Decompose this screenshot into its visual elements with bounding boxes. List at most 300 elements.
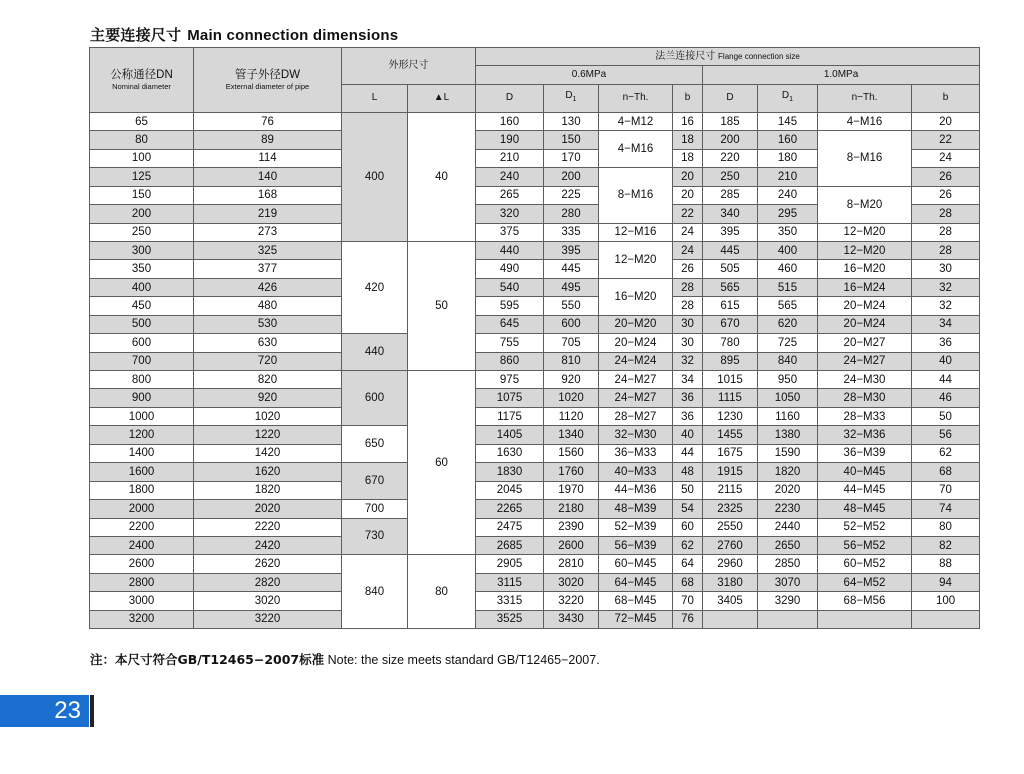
cell-nth-10: 24−M27 <box>818 352 912 370</box>
page-title <box>90 24 398 45</box>
cell-D1-06: 395 <box>544 241 599 259</box>
cell-nth-06: 48−M39 <box>599 500 673 518</box>
cell-D1-06: 2600 <box>544 536 599 554</box>
cell-nth-10: 28−M33 <box>818 407 912 425</box>
cell-dw: 720 <box>194 352 342 370</box>
cell-D-06: 440 <box>476 241 544 259</box>
cell-D1-10: 295 <box>758 205 818 223</box>
header-dn <box>90 48 194 113</box>
cell-D-06: 975 <box>476 371 544 389</box>
cell-D1-06: 170 <box>544 149 599 167</box>
header-dw-zh: 管子外径DW <box>234 69 301 82</box>
cell-dw: 530 <box>194 315 342 333</box>
cell-D-06: 1075 <box>476 389 544 407</box>
cell-nth-06: 36−M33 <box>599 444 673 462</box>
cell-D1-10: 840 <box>758 352 818 370</box>
cell-D1-10: 2020 <box>758 481 818 499</box>
cell-b-10: 50 <box>912 407 980 425</box>
header-D1-06-main: D <box>565 90 573 102</box>
table-row <box>90 444 980 462</box>
cell-D1-06: 335 <box>544 223 599 241</box>
cell-b-06: 16 <box>673 112 703 130</box>
cell-D-06: 595 <box>476 297 544 315</box>
cell-nth-10: 64−M52 <box>818 573 912 591</box>
cell-dn: 2200 <box>90 518 194 536</box>
table-row <box>90 278 980 296</box>
cell-nth-10: 16−M24 <box>818 278 912 296</box>
cell-D1-06: 1970 <box>544 481 599 499</box>
cell-D1-06: 1760 <box>544 463 599 481</box>
cell-nth-10: 68−M56 <box>818 592 912 610</box>
cell-D-06: 3315 <box>476 592 544 610</box>
header-D1-06 <box>544 84 599 112</box>
cell-dn: 80 <box>90 131 194 149</box>
cell-nth-06: 28−M27 <box>599 407 673 425</box>
cell-D-10: 285 <box>703 186 758 204</box>
cell-D-06: 860 <box>476 352 544 370</box>
cell-b-10: 100 <box>912 592 980 610</box>
cell-nth-10: 44−M45 <box>818 481 912 499</box>
cell-D1-06: 225 <box>544 186 599 204</box>
cell-D1-06: 3020 <box>544 573 599 591</box>
footnote-zh: 注：本尺寸符合GB/T12465−2007标准 <box>90 652 325 667</box>
cell-b-06: 64 <box>673 555 703 573</box>
cell-D1-06: 150 <box>544 131 599 149</box>
cell-delta-L: 40 <box>408 112 476 241</box>
cell-D1-10: 350 <box>758 223 818 241</box>
cell-D-10: 1915 <box>703 463 758 481</box>
cell-dn: 400 <box>90 278 194 296</box>
cell-nth-10: 20−M27 <box>818 334 912 352</box>
cell-D-06: 1830 <box>476 463 544 481</box>
cell-D-06: 320 <box>476 205 544 223</box>
table-row <box>90 223 980 241</box>
cell-L: 730 <box>342 518 408 555</box>
header-delta-L: ▲L <box>408 84 476 112</box>
cell-dw: 140 <box>194 168 342 186</box>
cell-D-06: 2045 <box>476 481 544 499</box>
cell-D1-10: 1820 <box>758 463 818 481</box>
header-flange <box>476 48 980 66</box>
cell-dw: 2220 <box>194 518 342 536</box>
header-L: L <box>342 84 408 112</box>
cell-b-10: 30 <box>912 260 980 278</box>
table-row <box>90 315 980 333</box>
cell-b-06: 18 <box>673 149 703 167</box>
header-D1-10-sub: 1 <box>789 96 794 104</box>
cell-D1-10: 2650 <box>758 536 818 554</box>
cell-b-06: 36 <box>673 407 703 425</box>
cell-nth-10: 28−M30 <box>818 389 912 407</box>
cell-D-10: 340 <box>703 205 758 223</box>
cell-b-10: 20 <box>912 112 980 130</box>
footnote <box>90 650 600 668</box>
cell-dw: 480 <box>194 297 342 315</box>
header-D-06: D <box>476 84 544 112</box>
dimensions-table <box>89 47 980 629</box>
cell-L: 400 <box>342 112 408 241</box>
cell-nth-06: 12−M16 <box>599 223 673 241</box>
header-D1-10-main: D <box>781 90 790 102</box>
cell-dw: 3020 <box>194 592 342 610</box>
cell-D1-06: 3220 <box>544 592 599 610</box>
table-row <box>90 241 980 259</box>
cell-D-10: 1455 <box>703 426 758 444</box>
cell-D1-06: 130 <box>544 112 599 130</box>
table-row <box>90 463 980 481</box>
cell-D-10: 2960 <box>703 555 758 573</box>
cell-D-06: 240 <box>476 168 544 186</box>
cell-D1-06: 495 <box>544 278 599 296</box>
cell-b-06: 36 <box>673 389 703 407</box>
cell-nth-06: 32−M30 <box>599 426 673 444</box>
cell-D1-10: 210 <box>758 168 818 186</box>
cell-dn: 2600 <box>90 555 194 573</box>
cell-D-10: 250 <box>703 168 758 186</box>
cell-b-06: 62 <box>673 536 703 554</box>
table-body <box>90 112 980 628</box>
cell-L: 600 <box>342 371 408 426</box>
cell-b-06: 28 <box>673 278 703 296</box>
cell-nth-10: 8−M16 <box>818 131 912 186</box>
cell-b-10: 32 <box>912 278 980 296</box>
cell-dn: 1400 <box>90 444 194 462</box>
cell-dw: 168 <box>194 186 342 204</box>
footnote-en: Note: the size meets standard GB/T12465−2007. <box>327 653 600 667</box>
cell-b-10: 80 <box>912 518 980 536</box>
cell-b-10: 34 <box>912 315 980 333</box>
cell-dw: 1820 <box>194 481 342 499</box>
cell-dw: 1620 <box>194 463 342 481</box>
cell-b-10: 40 <box>912 352 980 370</box>
cell-D1-06: 2810 <box>544 555 599 573</box>
cell-L: 440 <box>342 334 408 371</box>
cell-D1-06: 1020 <box>544 389 599 407</box>
cell-D-06: 2475 <box>476 518 544 536</box>
header-dn-en: Nominal diameter <box>112 82 171 92</box>
cell-b-10: 82 <box>912 536 980 554</box>
table-row <box>90 389 980 407</box>
cell-D-10: 2550 <box>703 518 758 536</box>
cell-nth-10: 52−M52 <box>818 518 912 536</box>
cell-dn: 2400 <box>90 536 194 554</box>
table-row <box>90 518 980 536</box>
cell-L: 700 <box>342 500 408 518</box>
cell-b-06: 54 <box>673 500 703 518</box>
cell-L: 670 <box>342 463 408 500</box>
cell-b-10 <box>912 610 980 628</box>
page-number-mark <box>90 695 94 727</box>
table-row <box>90 407 980 425</box>
header-b-06: b <box>673 84 703 112</box>
header-b-10: b <box>912 84 980 112</box>
cell-b-06: 24 <box>673 223 703 241</box>
cell-D1-06: 2390 <box>544 518 599 536</box>
cell-nth-10: 20−M24 <box>818 315 912 333</box>
cell-dw: 3220 <box>194 610 342 628</box>
cell-b-10: 22 <box>912 131 980 149</box>
cell-b-06: 26 <box>673 260 703 278</box>
cell-nth-10: 56−M52 <box>818 536 912 554</box>
cell-D1-06: 200 <box>544 168 599 186</box>
cell-nth-10: 12−M20 <box>818 241 912 259</box>
cell-nth-06: 24−M24 <box>599 352 673 370</box>
cell-dn: 250 <box>90 223 194 241</box>
header-D1-06-sub: 1 <box>572 96 577 104</box>
cell-b-10: 26 <box>912 168 980 186</box>
cell-D1-10: 160 <box>758 131 818 149</box>
cell-nth-06: 40−M33 <box>599 463 673 481</box>
cell-D1-06: 550 <box>544 297 599 315</box>
cell-D1-10: 950 <box>758 371 818 389</box>
cell-L: 420 <box>342 241 408 333</box>
cell-b-10: 28 <box>912 205 980 223</box>
table-row <box>90 186 980 204</box>
cell-dw: 630 <box>194 334 342 352</box>
cell-nth-06: 72−M45 <box>599 610 673 628</box>
cell-D1-10: 400 <box>758 241 818 259</box>
cell-D-06: 540 <box>476 278 544 296</box>
cell-D-10: 445 <box>703 241 758 259</box>
cell-b-06: 48 <box>673 463 703 481</box>
cell-b-10: 36 <box>912 334 980 352</box>
table-row <box>90 334 980 352</box>
cell-D-10: 895 <box>703 352 758 370</box>
cell-D1-10: 1160 <box>758 407 818 425</box>
cell-b-06: 50 <box>673 481 703 499</box>
cell-D1-10: 2230 <box>758 500 818 518</box>
cell-D-10: 220 <box>703 149 758 167</box>
cell-dn: 3000 <box>90 592 194 610</box>
cell-D1-06: 1560 <box>544 444 599 462</box>
cell-dw: 1220 <box>194 426 342 444</box>
cell-D-10: 565 <box>703 278 758 296</box>
cell-b-10: 26 <box>912 186 980 204</box>
cell-dw: 2420 <box>194 536 342 554</box>
table-row <box>90 592 980 610</box>
cell-dn: 3200 <box>90 610 194 628</box>
cell-dn: 2000 <box>90 500 194 518</box>
page-number-bar <box>0 695 89 727</box>
cell-dn: 100 <box>90 149 194 167</box>
cell-D-10: 1230 <box>703 407 758 425</box>
cell-D1-10: 565 <box>758 297 818 315</box>
cell-D-06: 755 <box>476 334 544 352</box>
cell-nth-06: 68−M45 <box>599 592 673 610</box>
cell-nth-06: 44−M36 <box>599 481 673 499</box>
header-dw <box>194 48 342 113</box>
cell-D1-06: 810 <box>544 352 599 370</box>
table-row <box>90 260 980 278</box>
cell-b-10: 44 <box>912 371 980 389</box>
cell-b-06: 40 <box>673 426 703 444</box>
table-row <box>90 536 980 554</box>
cell-D-10: 505 <box>703 260 758 278</box>
cell-D1-06: 920 <box>544 371 599 389</box>
cell-dw: 820 <box>194 371 342 389</box>
cell-D1-10: 725 <box>758 334 818 352</box>
cell-dw: 325 <box>194 241 342 259</box>
title-zh: 主要连接尺寸 <box>90 26 182 44</box>
cell-nth-06: 20−M20 <box>599 315 673 333</box>
cell-D1-10: 2440 <box>758 518 818 536</box>
cell-dn: 2800 <box>90 573 194 591</box>
cell-D1-10: 180 <box>758 149 818 167</box>
cell-dn: 200 <box>90 205 194 223</box>
cell-D-06: 645 <box>476 315 544 333</box>
cell-dn: 300 <box>90 241 194 259</box>
cell-nth-10: 16−M20 <box>818 260 912 278</box>
cell-nth-06: 60−M45 <box>599 555 673 573</box>
cell-b-06: 28 <box>673 297 703 315</box>
cell-D1-10: 1050 <box>758 389 818 407</box>
cell-D-06: 3115 <box>476 573 544 591</box>
cell-b-06: 34 <box>673 371 703 389</box>
cell-dn: 700 <box>90 352 194 370</box>
cell-D-06: 375 <box>476 223 544 241</box>
header-nth-10: n−Th. <box>818 84 912 112</box>
cell-nth-06: 20−M24 <box>599 334 673 352</box>
header-outer: 外形尺寸 <box>342 48 476 85</box>
cell-dn: 65 <box>90 112 194 130</box>
cell-dw: 1420 <box>194 444 342 462</box>
cell-b-06: 70 <box>673 592 703 610</box>
cell-b-06: 30 <box>673 315 703 333</box>
table-row <box>90 481 980 499</box>
table-row <box>90 573 980 591</box>
cell-nth-10: 24−M30 <box>818 371 912 389</box>
cell-b-10: 24 <box>912 149 980 167</box>
cell-D1-06: 1340 <box>544 426 599 444</box>
title-en: Main connection dimensions <box>187 27 399 44</box>
cell-D-06: 265 <box>476 186 544 204</box>
cell-dw: 114 <box>194 149 342 167</box>
cell-nth-06: 4−M16 <box>599 131 673 168</box>
cell-b-10: 88 <box>912 555 980 573</box>
cell-dw: 377 <box>194 260 342 278</box>
table-row <box>90 371 980 389</box>
cell-dn: 150 <box>90 186 194 204</box>
cell-L: 650 <box>342 426 408 463</box>
cell-b-10: 70 <box>912 481 980 499</box>
cell-nth-10: 32−M36 <box>818 426 912 444</box>
cell-b-06: 60 <box>673 518 703 536</box>
cell-b-10: 94 <box>912 573 980 591</box>
cell-D-06: 210 <box>476 149 544 167</box>
cell-dw: 920 <box>194 389 342 407</box>
cell-nth-10: 40−M45 <box>818 463 912 481</box>
cell-L: 840 <box>342 555 408 629</box>
cell-D1-10: 3290 <box>758 592 818 610</box>
cell-D1-06: 445 <box>544 260 599 278</box>
cell-dw: 426 <box>194 278 342 296</box>
cell-dn: 125 <box>90 168 194 186</box>
header-pressure-06: 0.6MPa <box>476 66 703 84</box>
table-row <box>90 555 980 573</box>
cell-dw: 1020 <box>194 407 342 425</box>
cell-dn: 1800 <box>90 481 194 499</box>
cell-b-06: 18 <box>673 131 703 149</box>
cell-nth-10: 4−M16 <box>818 112 912 130</box>
cell-nth-10: 48−M45 <box>818 500 912 518</box>
cell-b-06: 76 <box>673 610 703 628</box>
cell-b-06: 30 <box>673 334 703 352</box>
cell-D1-10: 1590 <box>758 444 818 462</box>
cell-nth-10 <box>818 610 912 628</box>
cell-nth-06: 24−M27 <box>599 371 673 389</box>
cell-D-06: 190 <box>476 131 544 149</box>
cell-D-10: 3180 <box>703 573 758 591</box>
cell-delta-L: 50 <box>408 241 476 370</box>
cell-dn: 1000 <box>90 407 194 425</box>
cell-D-10: 1015 <box>703 371 758 389</box>
cell-nth-06: 24−M27 <box>599 389 673 407</box>
cell-b-06: 20 <box>673 168 703 186</box>
cell-D1-10: 3070 <box>758 573 818 591</box>
cell-D-06: 490 <box>476 260 544 278</box>
cell-D-06: 1175 <box>476 407 544 425</box>
cell-b-10: 28 <box>912 241 980 259</box>
cell-D1-10: 515 <box>758 278 818 296</box>
cell-D1-06: 280 <box>544 205 599 223</box>
cell-D1-10: 240 <box>758 186 818 204</box>
page-number: 23 <box>54 697 81 724</box>
cell-b-06: 44 <box>673 444 703 462</box>
header-D-10: D <box>703 84 758 112</box>
cell-D-06: 1630 <box>476 444 544 462</box>
cell-dn: 500 <box>90 315 194 333</box>
cell-D1-06: 705 <box>544 334 599 352</box>
header-dn-zh: 公称通径DN <box>110 69 173 82</box>
cell-D1-06: 600 <box>544 315 599 333</box>
cell-b-10: 32 <box>912 297 980 315</box>
cell-dn: 1600 <box>90 463 194 481</box>
cell-nth-06: 8−M16 <box>599 168 673 223</box>
cell-D-10: 780 <box>703 334 758 352</box>
cell-nth-10: 8−M20 <box>818 186 912 223</box>
cell-D-10: 2760 <box>703 536 758 554</box>
cell-dw: 2820 <box>194 573 342 591</box>
cell-D-10: 1675 <box>703 444 758 462</box>
cell-D-10: 2325 <box>703 500 758 518</box>
cell-D-10: 200 <box>703 131 758 149</box>
cell-dn: 450 <box>90 297 194 315</box>
cell-D1-10: 620 <box>758 315 818 333</box>
cell-D-10: 1115 <box>703 389 758 407</box>
cell-D1-06: 3430 <box>544 610 599 628</box>
cell-b-10: 56 <box>912 426 980 444</box>
header-flange-zh: 法兰连接尺寸 <box>655 50 716 62</box>
cell-nth-06: 12−M20 <box>599 241 673 278</box>
cell-b-10: 28 <box>912 223 980 241</box>
cell-dw: 76 <box>194 112 342 130</box>
cell-nth-06: 64−M45 <box>599 573 673 591</box>
cell-D-10: 185 <box>703 112 758 130</box>
cell-delta-L: 60 <box>408 371 476 555</box>
cell-nth-10: 12−M20 <box>818 223 912 241</box>
cell-D1-10 <box>758 610 818 628</box>
cell-b-06: 20 <box>673 186 703 204</box>
cell-b-06: 68 <box>673 573 703 591</box>
cell-dw: 2620 <box>194 555 342 573</box>
cell-dn: 800 <box>90 371 194 389</box>
cell-D-10: 395 <box>703 223 758 241</box>
cell-dw: 219 <box>194 205 342 223</box>
cell-D-06: 3525 <box>476 610 544 628</box>
cell-nth-06: 52−M39 <box>599 518 673 536</box>
cell-D-10: 615 <box>703 297 758 315</box>
table-row <box>90 352 980 370</box>
